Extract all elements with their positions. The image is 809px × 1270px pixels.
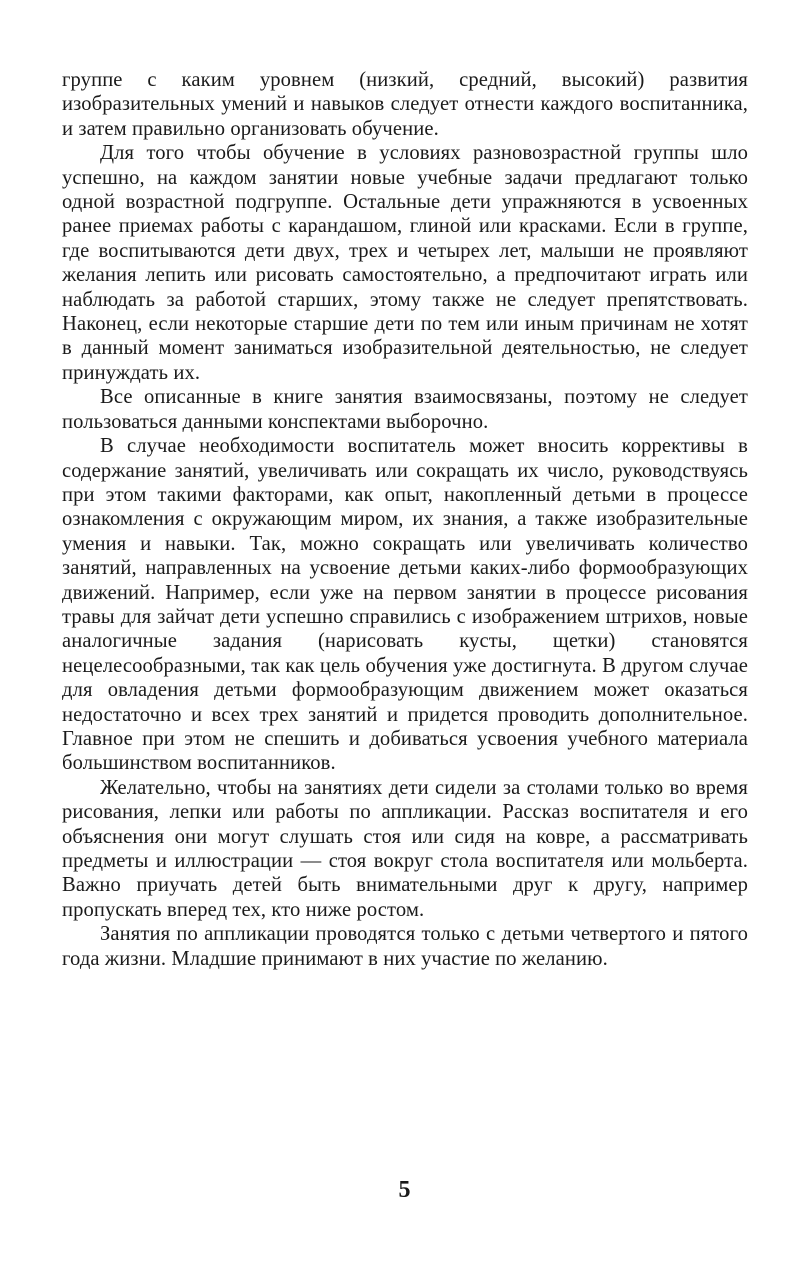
page-body-text [62, 68, 748, 971]
paragraph-4: В случае необходимости воспитатель может вносить коррективы в содержание занятий, увеличивать или сокращать их число, руководствуясь при этом такими факторами, как опыт, накопленный детьми в процессе ознакомления с окружающим миром, их знания, а также изобразительные умения и навыки. Так, можно сокращать или увеличивать количество занятий, направленных на усвоение детьми каких-либо формообразующих движений. Например, если уже на первом занятии в процессе рисования травы для зайчат дети успешно справились с изображением штрихов, новые аналогичные задания (нарисовать кусты, щетки) становятся нецелесообразными, так как цель обучения уже достигнута. В другом случае для овладения детьми формообразующим движением может оказаться недостаточно и всех трех занятий и придется проводить дополнительное. Главное при этом не спешить и добиваться усвоения учебного материала большинством воспитанников. [62, 435, 748, 775]
page-number: 5 [398, 1177, 411, 1203]
paragraph-1: группе с каким уровнем (низкий, средний, высокий) развития изобразительных умений и навыков следует отнести каждого воспитанника, и затем правильно организовать обучение. [62, 69, 748, 140]
paragraph-6: Занятия по аппликации проводятся только с детьми четвертого и пятого года жизни. Младшие принимают в них участие по желанию. [62, 923, 748, 970]
paragraph-5: Желательно, чтобы на занятиях дети сидели за столами только во время рисования, лепки или работы по аппликации. Рассказ воспитателя и его объяснения они могут слушать стоя или сидя на ковре, а рассматривать предметы и иллюстрации — стоя вокруг стола воспитателя или мольберта. Важно приучать детей быть внимательными друг к другу, например пропускать вперед тех, кто ниже ростом. [62, 776, 748, 921]
paragraph-2: Для того чтобы обучение в условиях разновозрастной группы шло успешно, на каждом занятии новые учебные задачи предлагают только одной возрастной подгруппе. Остальные дети упражняются в усвоенных ранее приемах работы с карандашом, глиной или красками. Если в группе, где воспитываются дети двух, трех и четырех лет, малыши не проявляют желания лепить или рисовать самостоятельно, а предпочитают играть или наблюдать за работой старших, этому также не следует препятствовать. Наконец, если некоторые старшие дети по тем или иным причинам не хотят в данный момент заниматься изобразительной деятельностью, не следует принуждать их. [62, 142, 748, 384]
paragraph-3: Все описанные в книге занятия взаимосвязаны, поэтому не следует пользоваться данными конспектами выборочно. [62, 386, 748, 433]
